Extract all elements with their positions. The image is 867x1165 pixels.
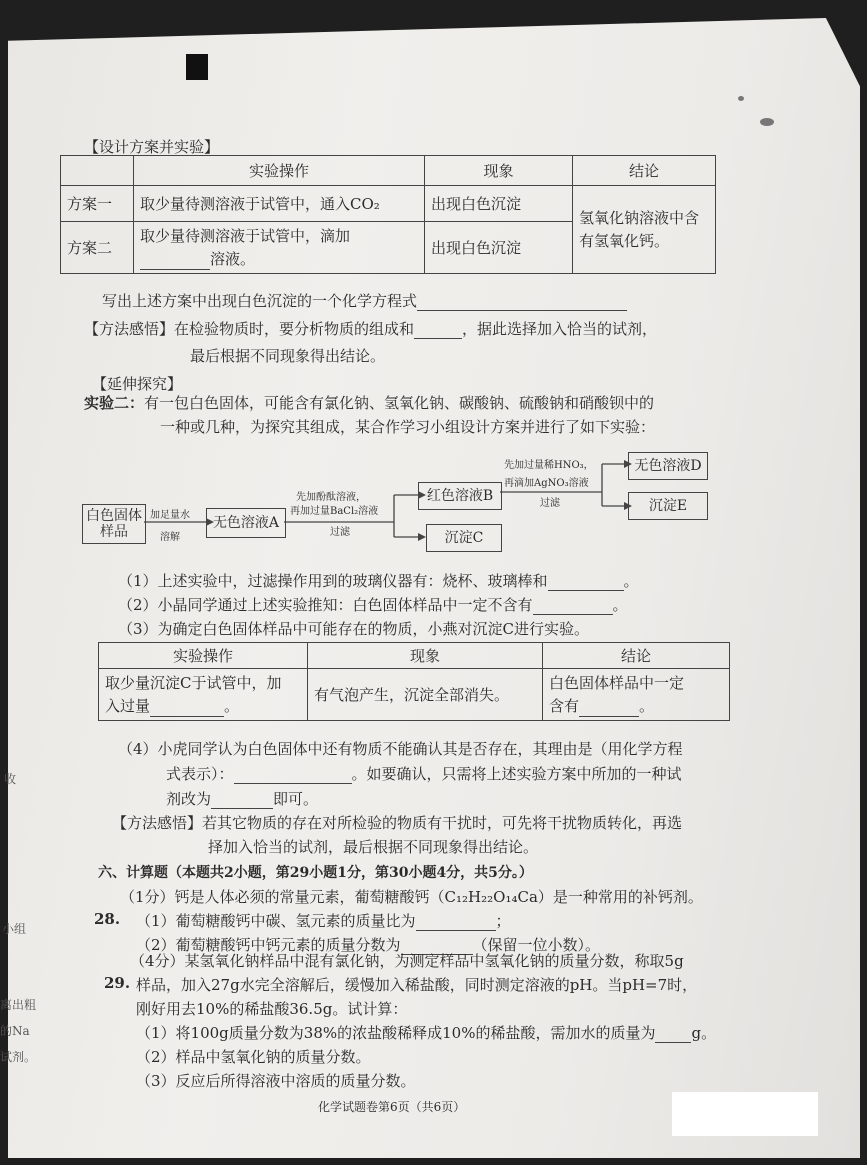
answer-blank: [140, 269, 210, 270]
edge-text: 小组: [2, 922, 27, 936]
flow-step3-label: 先加过量稀HNO₃，: [504, 460, 594, 471]
answer-blank: [211, 808, 273, 809]
plan-operation: 取少量待测溶液于试管中，通入CO₂: [134, 186, 425, 222]
table-header: 现象: [308, 643, 543, 669]
answer-blank: [417, 310, 627, 311]
answer-blank: [234, 783, 352, 784]
plan-label: 方案二: [61, 222, 134, 274]
flow-solution-d: 无色溶液D: [628, 452, 708, 480]
table-header: [61, 156, 134, 186]
edge-text: 收: [4, 772, 17, 786]
flow-step1-label: 加足量水: [150, 510, 190, 521]
plan-label: 方案一: [61, 186, 134, 222]
question-29: （4分）某氢氧化钠样品中混有氯化钠，为测定样品中氢氧化钠的质量分数，称取5g: [130, 952, 684, 970]
calculation-section-title: 六、计算题（本题共2小题，第29小题1分，第30小题4分，共5分。）: [98, 865, 533, 881]
answer-blank: [579, 716, 639, 717]
question-4-line2: 式表示）： 。如要确认，只需将上述实验方案中所加的一种试: [166, 765, 682, 783]
flow-step2-label: 先加酚酞溶液，: [296, 492, 366, 503]
table-cell: 白色固体样品中一定 含有 。: [543, 669, 730, 721]
flow-solution-b: 红色溶液B: [418, 482, 502, 510]
registration-mark: [186, 54, 208, 80]
question-29-number: 29.: [104, 974, 131, 992]
question-2: （2）小晶同学通过上述实验推知：白色固体样品中一定不含有 。: [118, 596, 628, 614]
answer-blank: [414, 338, 462, 339]
question-28-sub1: （1）葡萄糖酸钙中碳、氢元素的质量比为 ；: [136, 912, 511, 930]
question-3: （3）为确定白色固体样品中可能存在的物质，小燕对沉淀C进行实验。: [118, 620, 590, 638]
plan-operation: 取少量待测溶液于试管中，滴加 溶液。: [134, 222, 425, 274]
answer-blank: [150, 716, 224, 717]
section-title: 【设计方案并实验】: [84, 138, 220, 156]
question-4-line3: 剂改为 即可。: [166, 790, 319, 808]
answer-blank: [533, 614, 613, 615]
question-29-line2: 样品，加入27g水完全溶解后，缓慢加入稀盐酸，同时测定溶液的pH。当pH=7时，: [136, 976, 698, 994]
edge-text: 的Na: [0, 1024, 30, 1038]
method-tip-1-line2: 最后根据不同现象得出结论。: [190, 347, 386, 365]
question-29-line3: 刚好用去10%的稀盐酸36.5g。试计算：: [136, 1000, 408, 1018]
flow-solution-a: 无色溶液A: [206, 508, 286, 538]
flow-sample-box: 白色固体样品: [82, 504, 146, 544]
experiment-table: [60, 155, 716, 274]
table-header: 实验操作: [134, 156, 425, 186]
flow-precipitate-c: 沉淀C: [426, 524, 502, 552]
plan-conclusion: 氢氧化钠溶液中含有氢氧化钙。: [573, 186, 716, 274]
question-29-sub2: （2）样品中氢氧化钠的质量分数。: [136, 1048, 371, 1066]
flow-precipitate-e: 沉淀E: [628, 492, 708, 520]
method-tip-2-line2: 择加入恰当的试剂，最后根据不同现象得出结论。: [208, 838, 539, 856]
precipitate-table: [98, 642, 730, 721]
flow-step1-label: 溶解: [160, 532, 180, 543]
flow-step2-label: 过滤: [330, 527, 350, 538]
table-header: 结论: [543, 643, 730, 669]
extend-title: 【延伸探究】: [92, 375, 183, 393]
plan-phenomenon: 出现白色沉淀: [425, 186, 573, 222]
question-29-sub3: （3）反应后所得溶液中溶质的质量分数。: [136, 1072, 416, 1090]
table-cell: 有气泡产生，沉淀全部消失。: [308, 669, 543, 721]
stain-dot: [738, 96, 744, 101]
flow-step2-label: 再加过量BaCl₂溶液: [290, 506, 379, 517]
equation-question: 写出上述方案中出现白色沉淀的一个化学方程式: [102, 290, 627, 311]
table-cell: 取少量沉淀C于试管中，加 入过量 。: [99, 669, 308, 721]
question-4: （4）小虎同学认为白色固体中还有物质不能确认其是否存在，其理由是（用化学方程: [118, 740, 683, 758]
answer-blank: [416, 930, 496, 931]
flow-step3-label: 再滴加AgNO₃溶液: [504, 478, 589, 489]
answer-blank: [655, 1042, 691, 1043]
flow-step3-label: 过滤: [540, 498, 560, 509]
edge-text: 离出粗: [0, 998, 37, 1012]
experiment2-text: 实验二：有一包白色固体，可能含有氯化钠、氢氧化钠、碳酸钠、硫酸钠和硝酸钡中的: [84, 394, 655, 412]
redaction-block: [672, 1092, 818, 1136]
table-header: 结论: [573, 156, 716, 186]
question-1: （1）上述实验中，过滤操作用到的玻璃仪器有：烧杯、玻璃棒和 。: [118, 572, 639, 590]
question-28: （1分）钙是人体必须的常量元素，葡萄糖酸钙（C₁₂H₂₂O₁₄Ca）是一种常用的补钙剂。: [120, 888, 703, 906]
table-header: 实验操作: [99, 643, 308, 669]
question-28-sub2: （2）葡萄糖酸钙中钙元素的质量分数为 （保留一位小数）。: [136, 936, 601, 954]
method-tip-2: 【方法感悟】若其它物质的存在对所检验的物质有干扰时，可先将干扰物质转化，再选: [112, 814, 683, 832]
plan-phenomenon: 出现白色沉淀: [425, 222, 573, 274]
question-28-number: 28.: [94, 910, 121, 928]
page-footer: 化学试题卷第6页（共6页）: [318, 1100, 466, 1114]
answer-blank: [548, 590, 624, 591]
experiment2-text-line2: 一种或几种，为探究其组成，某合作学习小组设计方案并进行了如下实验：: [160, 418, 656, 436]
table-header: 现象: [425, 156, 573, 186]
method-tip-1: 【方法感悟】在检验物质时，要分析物质的组成和 ，据此选择加入恰当的试剂，: [84, 320, 658, 338]
question-29-sub1: （1）将100g质量分数为38%的浓盐酸稀释成10%的稀盐酸，需加水的质量为 g。: [136, 1024, 717, 1042]
edge-text: 试剂。: [0, 1050, 37, 1064]
stain-dot: [760, 118, 774, 126]
